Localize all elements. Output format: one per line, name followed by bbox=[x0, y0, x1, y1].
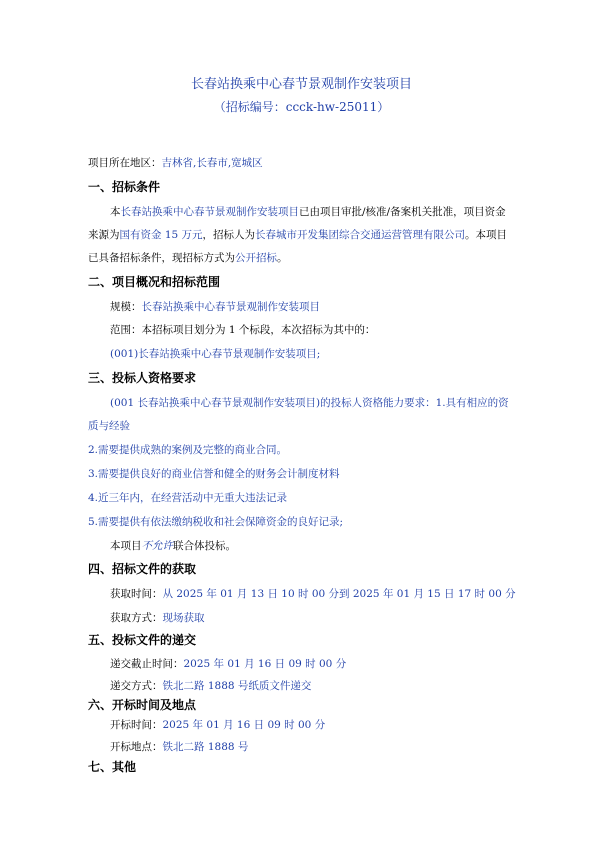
s6-place bbox=[110, 740, 248, 754]
s3-joint-bid bbox=[110, 539, 236, 553]
s4-time bbox=[110, 587, 516, 601]
s1-text: 。 bbox=[277, 252, 288, 264]
s2-range: 范围：本招标项目划分为 1 个标段，本次招标为其中的： bbox=[110, 324, 376, 336]
s1-line-2 bbox=[88, 228, 507, 242]
s2-scale bbox=[110, 300, 320, 314]
s4-method-label: 获取方式： bbox=[110, 612, 163, 624]
location-value: 吉林省,长春市,宽城区 bbox=[161, 157, 263, 169]
s4-time-label: 获取时间： bbox=[110, 588, 163, 600]
section-heading-7: 七、其他 bbox=[88, 760, 137, 774]
s3-requirement-line-1: (001 长春站换乘中心春节景观制作安装项目)的投标人资格能力要求：1.具有相应的资 bbox=[110, 397, 509, 409]
section-heading-1: 一、招标条件 bbox=[88, 180, 161, 194]
project-location bbox=[88, 156, 263, 170]
tender-number: （招标编号：ccck-hw-25011） bbox=[213, 100, 390, 114]
s4-time-value: 从 2025 年 01 月 13 日 10 时 00 分到 2025 年 01 月 15 日 17 时 00 分 bbox=[162, 588, 516, 600]
page-title: 长春站换乘中心春节景观制作安装项目 bbox=[190, 77, 412, 92]
location-label: 项目所在地区： bbox=[88, 157, 162, 169]
s1-text: 来源为 bbox=[88, 229, 120, 241]
s3-requirement-3: 3.需要提供良好的商业信誉和健全的财务会计制度材料 bbox=[88, 468, 340, 480]
s4-method-value: 现场获取 bbox=[162, 612, 205, 624]
s3-text: 联合体投标。 bbox=[173, 540, 236, 552]
s3-requirement-5: 5.需要提供有依法缴纳税收和社会保障资金的良好记录; bbox=[88, 516, 344, 528]
s1-text: 已具备招标条件，现招标方式为 bbox=[88, 252, 235, 264]
s5-deadline-value: 2025 年 01 月 16 日 09 时 00 分 bbox=[183, 658, 347, 670]
s2-lot: (001)长春站换乘中心春节景观制作安装项目; bbox=[110, 348, 321, 360]
s1-tender-method: 公开招标 bbox=[235, 252, 277, 264]
s6-time-value: 2025 年 01 月 16 日 09 时 00 分 bbox=[162, 719, 326, 731]
s5-deadline bbox=[110, 657, 346, 671]
section-heading-4: 四、招标文件的获取 bbox=[88, 562, 197, 576]
s6-place-value: 铁北二路 1888 号 bbox=[162, 741, 249, 753]
s5-method-label: 递交方式： bbox=[110, 680, 163, 692]
s3-requirement-2: 2.需要提供成熟的案例及完整的商业合同。 bbox=[88, 444, 288, 456]
s1-text: 。本项目 bbox=[465, 229, 508, 241]
s1-tenderer: 长春城市开发集团综合交通运营管理有限公司 bbox=[255, 229, 466, 241]
s1-line-1 bbox=[110, 205, 506, 219]
s1-text: 本 bbox=[110, 206, 121, 218]
s6-place-label: 开标地点： bbox=[110, 741, 163, 753]
s6-time-label: 开标时间： bbox=[110, 719, 163, 731]
s1-line-3 bbox=[88, 251, 288, 265]
s2-scale-label: 规模： bbox=[110, 301, 142, 313]
s3-requirement-line-2: 质与经验 bbox=[88, 420, 130, 432]
s5-method-value: 铁北二路 1888 号纸质文件递交 bbox=[162, 680, 312, 692]
s1-text: 已由项目审批/核准/备案机关批准，项目资金 bbox=[299, 206, 506, 218]
section-heading-5: 五、投标文件的递交 bbox=[88, 633, 197, 647]
s1-project-name: 长春站换乘中心春节景观制作安装项目 bbox=[120, 206, 299, 218]
s2-scale-value: 长春站换乘中心春节景观制作安装项目 bbox=[141, 301, 320, 313]
s4-method bbox=[110, 611, 205, 625]
s3-joint-value: 不允许 bbox=[141, 540, 173, 552]
s3-requirement-4: 4.近三年内，在经营活动中无重大违法记录 bbox=[88, 492, 288, 504]
s5-method bbox=[110, 679, 311, 693]
section-heading-6: 六、开标时间及地点 bbox=[88, 698, 197, 712]
section-heading-3: 三、投标人资格要求 bbox=[88, 371, 197, 385]
section-heading-2: 二、项目概况和招标范围 bbox=[88, 275, 221, 289]
s5-deadline-label: 递交截止时间： bbox=[110, 658, 184, 670]
s3-text: 本项目 bbox=[110, 540, 142, 552]
s1-text: ，招标人为 bbox=[202, 229, 256, 241]
s1-fund-source: 国有资金 15 万元 bbox=[119, 229, 203, 241]
s6-time bbox=[110, 718, 325, 732]
